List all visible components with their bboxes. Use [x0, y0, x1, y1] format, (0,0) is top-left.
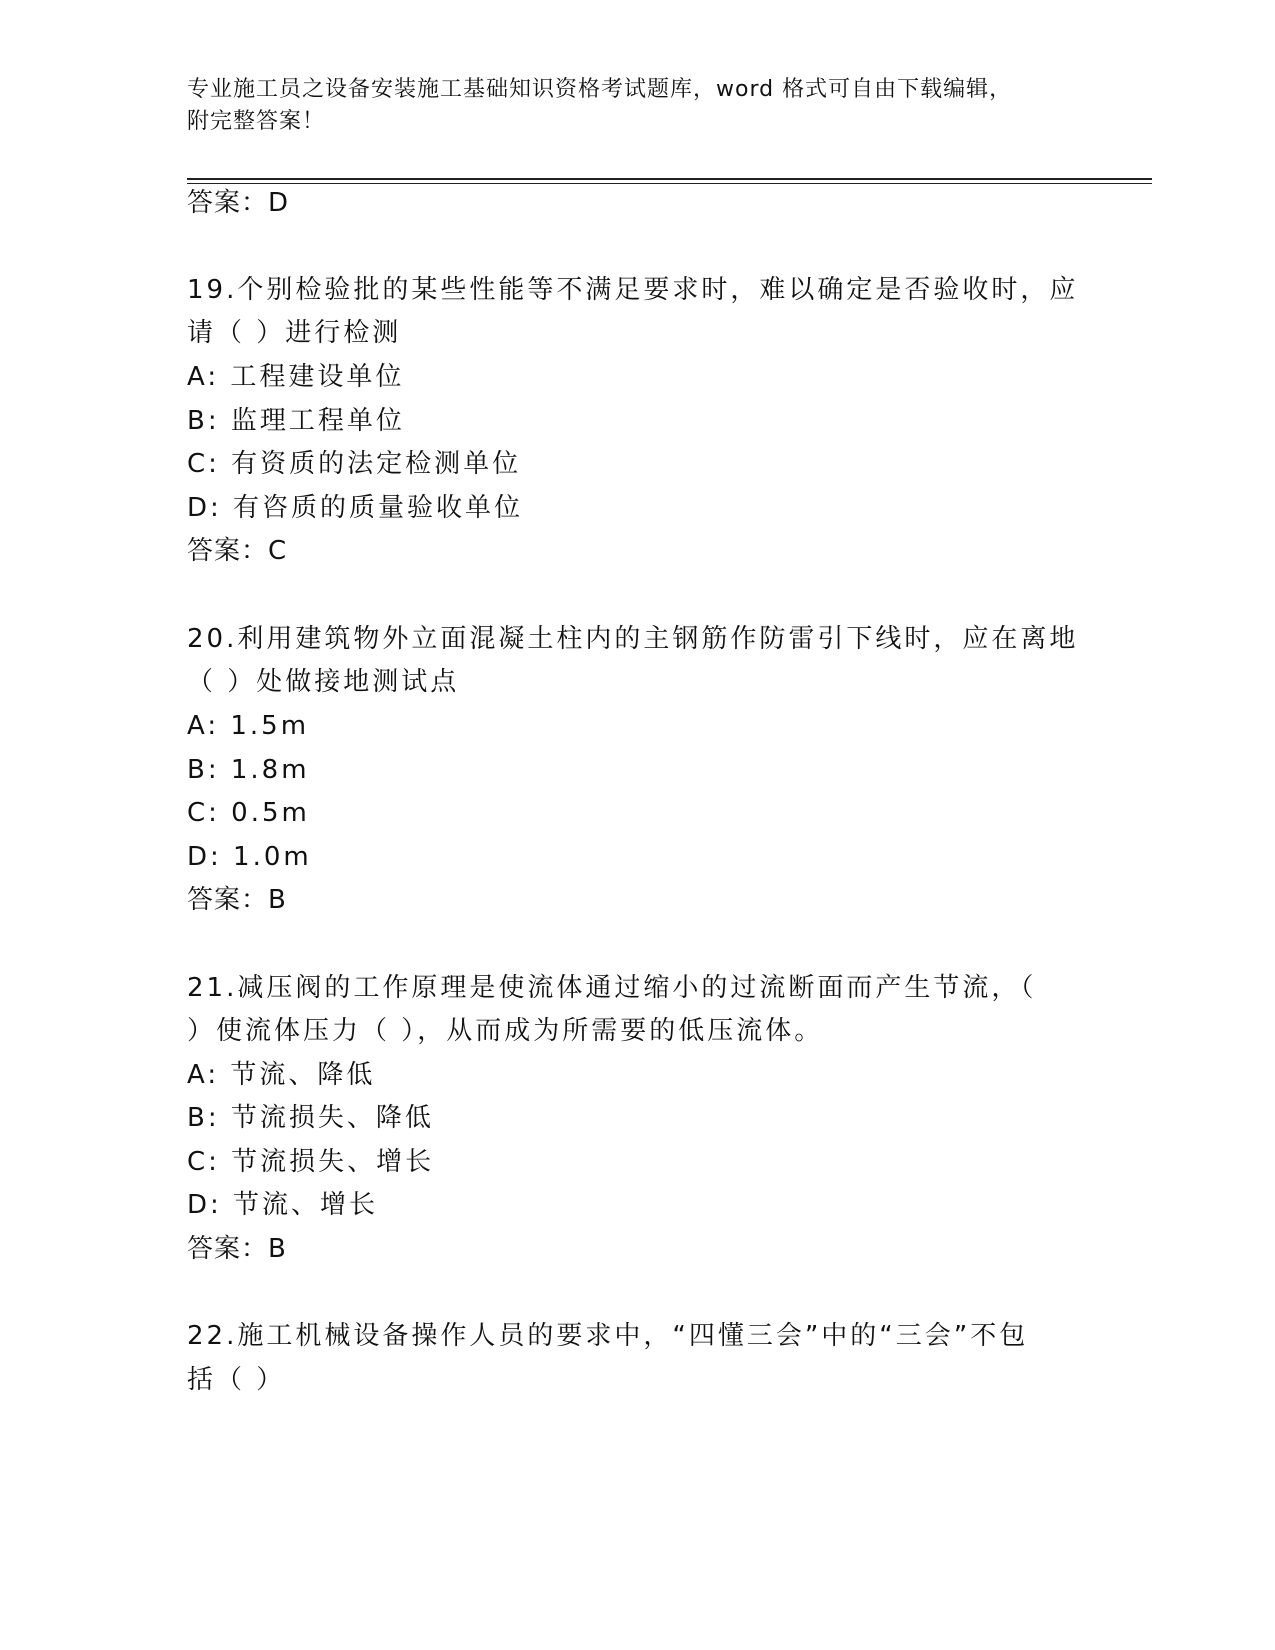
header-divider — [187, 178, 1152, 180]
question-21-option-a: A: 节流、降低 — [187, 1060, 376, 1090]
question-21-option-b: B: 节流损失、降低 — [187, 1103, 434, 1133]
previous-answer: 答案：D — [187, 188, 290, 218]
question-22-stem-line-2: 括（ ） — [187, 1365, 286, 1395]
question-19-option-b: B: 监理工程单位 — [187, 406, 405, 436]
question-19-answer: 答案：C — [187, 536, 288, 566]
question-19-option-d: D: 有咨质的质量验收单位 — [187, 493, 524, 523]
document-header — [187, 74, 1067, 138]
question-20-option-a: A: 1.5m — [187, 711, 310, 741]
header-line-1: 专业施工员之设备安装施工基础知识资格考试题库，word 格式可自由下载编辑， — [187, 77, 1013, 102]
question-19-stem-line-2: 请（ ）进行检测 — [187, 318, 402, 348]
question-20-option-b: B: 1.8m — [187, 755, 310, 785]
question-19-stem-line-1: 19.个别检验批的某些性能等不满足要求时，难以确定是否验收时，应 — [187, 275, 1079, 305]
question-21-option-c: C: 节流损失、增长 — [187, 1147, 435, 1177]
question-20-stem-line-2: （ ）处做接地测试点 — [187, 667, 460, 697]
question-21-option-d: D: 节流、增长 — [187, 1190, 379, 1220]
question-21-stem-line-2: ）使流体压力（ ），从而成为所需要的低压流体。 — [187, 1016, 824, 1046]
question-21-answer: 答案：B — [187, 1234, 287, 1264]
question-21-stem-line-1: 21.减压阀的工作原理是使流体通过缩小的过流断面而产生节流，（ — [187, 973, 1037, 1003]
question-20-option-d: D: 1.0m — [187, 842, 312, 872]
question-22-stem-line-1: 22.施工机械设备操作人员的要求中，“四懂三会”中的“三会”不包 — [187, 1321, 1029, 1351]
header-line-2: 附完整答案！ — [187, 109, 326, 134]
question-20-answer: 答案：B — [187, 885, 287, 915]
header-divider-thin — [187, 183, 1152, 184]
question-19-option-a: A: 工程建设单位 — [187, 362, 405, 392]
question-20-stem-line-1: 20.利用建筑物外立面混凝土柱内的主钢筋作防雷引下线时，应在离地 — [187, 624, 1079, 654]
question-20-option-c: C: 0.5m — [187, 798, 310, 828]
question-19-option-c: C: 有资质的法定检测单位 — [187, 449, 522, 479]
